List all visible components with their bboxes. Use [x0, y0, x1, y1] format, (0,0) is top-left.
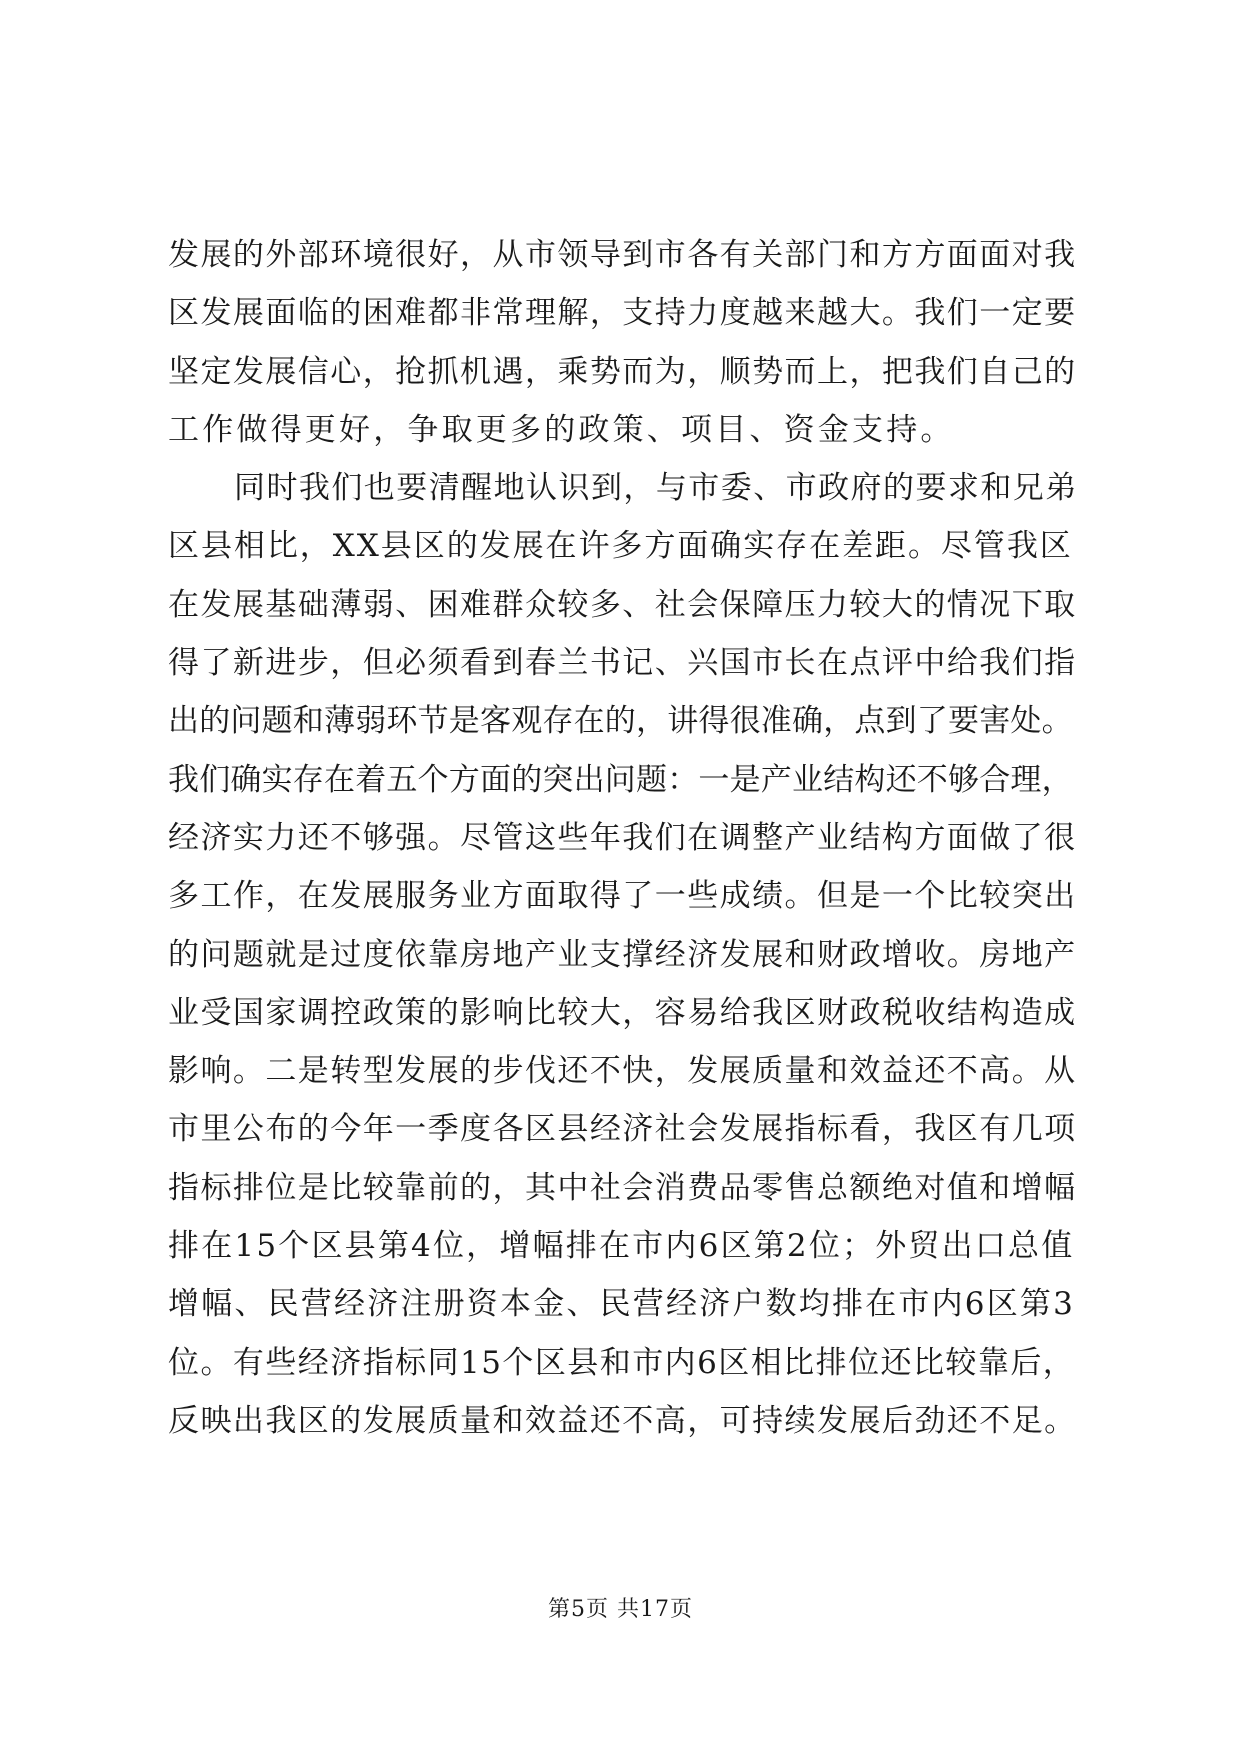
text-line: 业受国家调控政策的影响比较大，容易给我区财政税收结构造成 [168, 994, 1077, 1031]
text-line: 多工作，在发展服务业方面取得了一些成绩。但是一个比较突出 [168, 878, 1077, 915]
text-line: 经济实力还不够强。尽管这些年我们在调整产业结构方面做了很 [168, 819, 1077, 856]
text-line: 指标排位是比较靠前的，其中社会消费品零售总额绝对值和增幅 [168, 1169, 1077, 1206]
text-line: 区县相比，XX县区的发展在许多方面确实存在差距。尽管我区 [168, 528, 1073, 565]
text-line: 工作做得更好，争取更多的政策、项目、资金支持。 [168, 411, 955, 448]
text-line: 位。有些经济指标同15个区县和市内6区相比排位还比较靠后， [168, 1344, 1076, 1381]
page-indicator: 第5页 共17页 [548, 1597, 693, 1622]
text-line: 影响。二是转型发展的步伐还不快，发展质量和效益还不高。从 [168, 1053, 1077, 1090]
text-line: 的问题就是过度依靠房地产业支撑经济发展和财政增收。房地产 [168, 936, 1077, 973]
text-line: 排在15个区县第4位，增幅排在市内6区第2位；外贸出口总值 [168, 1228, 1075, 1265]
text-line: 反映出我区的发展质量和效益还不高，可持续发展后劲还不足。 [168, 1402, 1077, 1439]
text-line: 得了新进步，但必须看到春兰书记、兴国市长在点评中给我们指 [168, 645, 1077, 682]
text-line: 市里公布的今年一季度各区县经济社会发展指标看，我区有几项 [168, 1111, 1077, 1148]
text-line: 发展的外部环境很好，从市领导到市各有关部门和方方面面对我 [168, 237, 1077, 273]
text-line: 在发展基础薄弱、困难群众较多、社会保障压力较大的情况下取 [168, 586, 1077, 623]
text-line: 我们确实存在着五个方面的突出问题：一是产业结构还不够合理， [168, 761, 1073, 798]
body-text [168, 226, 1078, 1450]
text-line: 增幅、民营经济注册资本金、民营经济户数均排在市内6区第3 [168, 1286, 1076, 1323]
text-line: 出的问题和薄弱环节是客观存在的，讲得很准确，点到了要害处。 [168, 703, 1073, 740]
text-line: 坚定发展信心，抢抓机遇，乘势而为，顺势而上，把我们自己的 [168, 353, 1077, 390]
text-line: 区发展面临的困难都非常理解，支持力度越来越大。我们一定要 [168, 295, 1077, 332]
text-line: 同时我们也要清醒地认识到，与市委、市政府的要求和兄弟 [234, 470, 1078, 507]
